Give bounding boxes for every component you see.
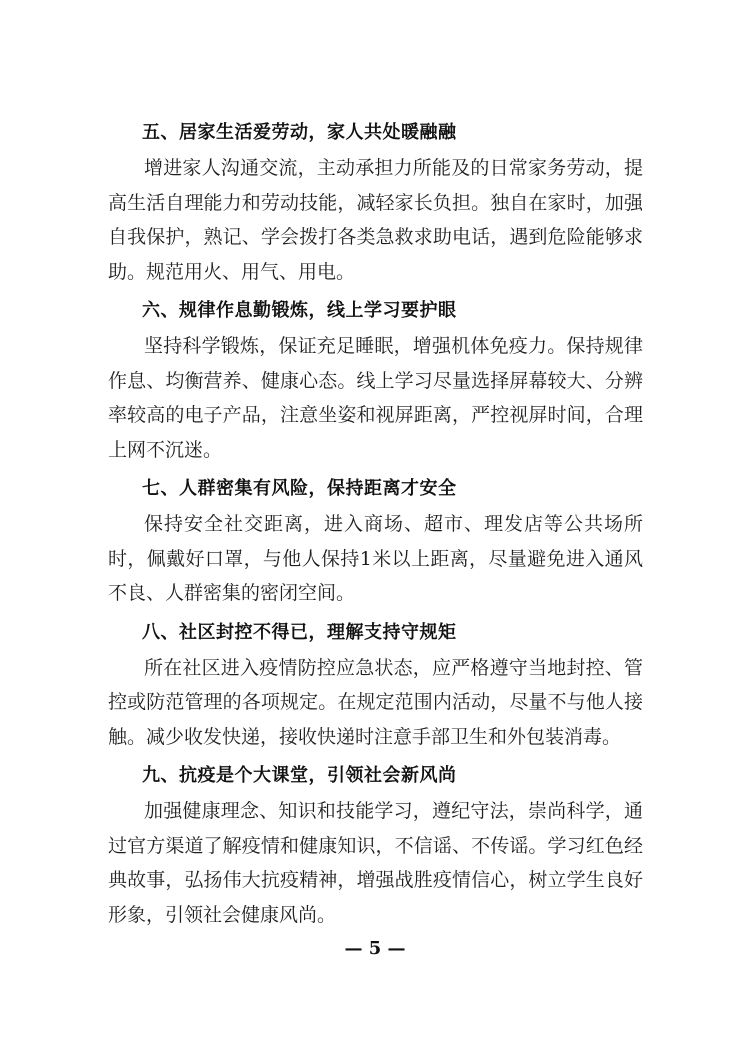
section-paragraph: 坚持科学锻炼，保证充足睡眠，增强机体免疫力。保持规律作息、均衡营养、健康心态。线上学习尽量选择屏幕较大、分辨率较高的电子产品，注意坐姿和视屏距离，严控视屏时间，合理上网不沉迷。	[108, 335, 643, 461]
section-paragraph: 加强健康理念、知识和技能学习，遵纪守法，崇尚科学，通过官方渠道了解疫情和健康知识，不信谣、不传谣。学习红色经典故事，弘扬伟大抗疫精神，增强战胜疫情信心，树立学生良好形象，引领社会健康风尚。	[108, 800, 643, 926]
section-heading: 九、抗疫是个大课堂，引领社会新风尚	[142, 765, 457, 786]
section-heading: 八、社区封控不得已，理解支持守规矩	[142, 621, 457, 643]
section-paragraph: 增进家人沟通交流，主动承担力所能及的日常家务劳动，提高生活自理能力和劳动技能，减轻家长负担。独自在家时，加强自我保护，熟记、学会拨打各类急救求助电话，遇到危险能够求助。规范用火、用气、用电。	[108, 157, 643, 283]
section-heading: 七、人群密集有风险，保持距离才安全	[142, 478, 457, 499]
section-6	[108, 296, 643, 467]
section-8	[108, 618, 643, 755]
page-number: — 5 —	[344, 938, 406, 959]
section-paragraph: 所在社区进入疫情防控应急状态，应严格遵守当地封控、管控或防范管理的各项规定。在规定范围内活动，尽量不与他人接触。减少收发快递，接收快递时注意手部卫生和外包装消毒。	[108, 656, 643, 748]
section-paragraph: 保持安全社交距离，进入商场、超市、理发店等公共场所时，佩戴好口罩，与他人保持1米以上距离，尽量避免进入通风不良、人群密集的密闭空间。	[108, 513, 643, 604]
section-heading: 六、规律作息勤锻炼，线上学习要护眼	[142, 300, 457, 321]
section-5	[108, 118, 643, 289]
section-heading: 五、居家生活爱劳动，家人共处暖融融	[142, 122, 457, 143]
document-body	[108, 118, 643, 939]
section-9	[108, 761, 643, 932]
section-7	[108, 474, 643, 611]
